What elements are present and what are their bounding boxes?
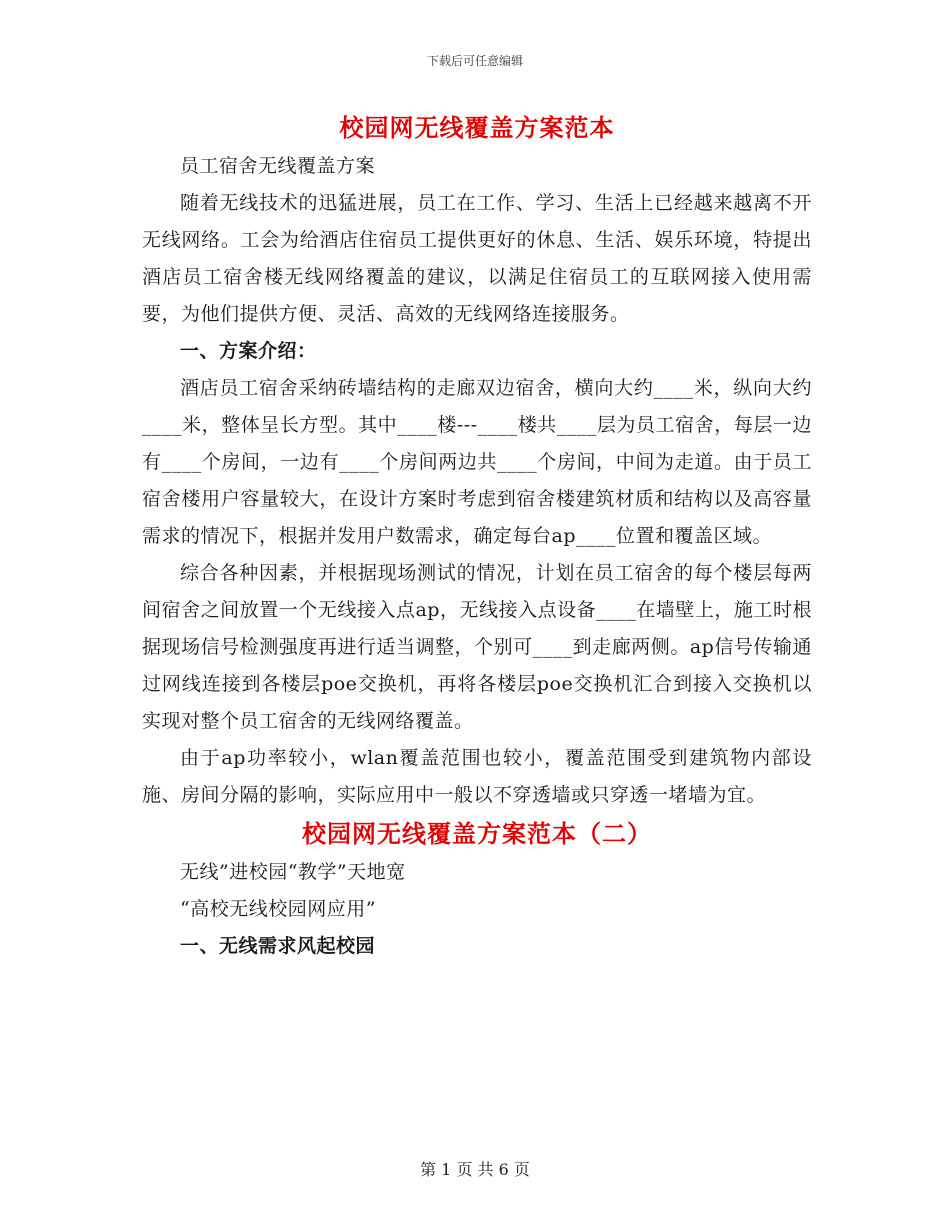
header-note: 下载后可任意编辑 bbox=[426, 54, 523, 68]
doc-title: 校园网无线覆盖方案范本 bbox=[339, 113, 615, 142]
section-heading-2: 一、无线需求风起校园 bbox=[180, 935, 376, 957]
paragraph-slogan: 无线”进校园“教学”天地宽 bbox=[180, 861, 406, 883]
paragraph-plan-3: 由于ap功率较小，wlan覆盖范围也较小，覆盖范围受到建筑物内部设施、房间分隔的影响，实际应用中一般以不穿透墙或只穿透一堵墙为宜。 bbox=[142, 747, 812, 806]
page-number: 第 1 页 共 6 页 bbox=[420, 1160, 530, 1179]
doc-title-2: 校园网无线覆盖方案范本（二） bbox=[302, 819, 652, 848]
document-body bbox=[142, 108, 812, 965]
paragraph-intro: 随着无线技术的迅猛进展，员工在工作、学习、生活上已经越来越离不开无线网络。工会为给酒店住宿员工提供更好的休息、生活、娱乐环境，特提出酒店员工宿舍楼无线网络覆盖的建议，以满足住宿员工的互联网接入使用需要，为他们提供方便、灵活、高效的无线网络连接服务。 bbox=[142, 192, 812, 325]
paragraph-topic: “高校无线校园网应用” bbox=[180, 898, 376, 920]
section-heading-1: 一、方案介绍： bbox=[180, 340, 317, 362]
paragraph-plan-2: 综合各种因素，并根据现场测试的情况，计划在员工宿舍的每个楼层每两间宿舍之间放置一个无线接入点ap，无线接入点设备____在墙壁上，施工时根据现场信号检测强度再进行适当调整，个别可____到走廊两侧。ap信号传输通过网线连接到各楼层poe交换机，再将各楼层poe交换机汇合到接入交换机以实现对整个员工宿舍的无线网络覆盖。 bbox=[142, 562, 812, 732]
paragraph-plan-1: 酒店员工宿舍采纳砖墙结构的走廊双边宿舍，横向大约____米，纵向大约____米，整体呈长方型。其中____楼---____楼共____层为员工宿舍，每层一边有____个房间，一边有____个房间两边共____个房间，中间为走道。由于员工宿舍楼用户容量较大，在设计方案时考虑到宿舍楼建筑材质和结构以及高容量需求的情况下，根据并发用户数需求，确定每台ap____位置和覆盖区域。 bbox=[142, 377, 812, 547]
paragraph-subtitle: 员工宿舍无线覆盖方案 bbox=[180, 155, 376, 177]
